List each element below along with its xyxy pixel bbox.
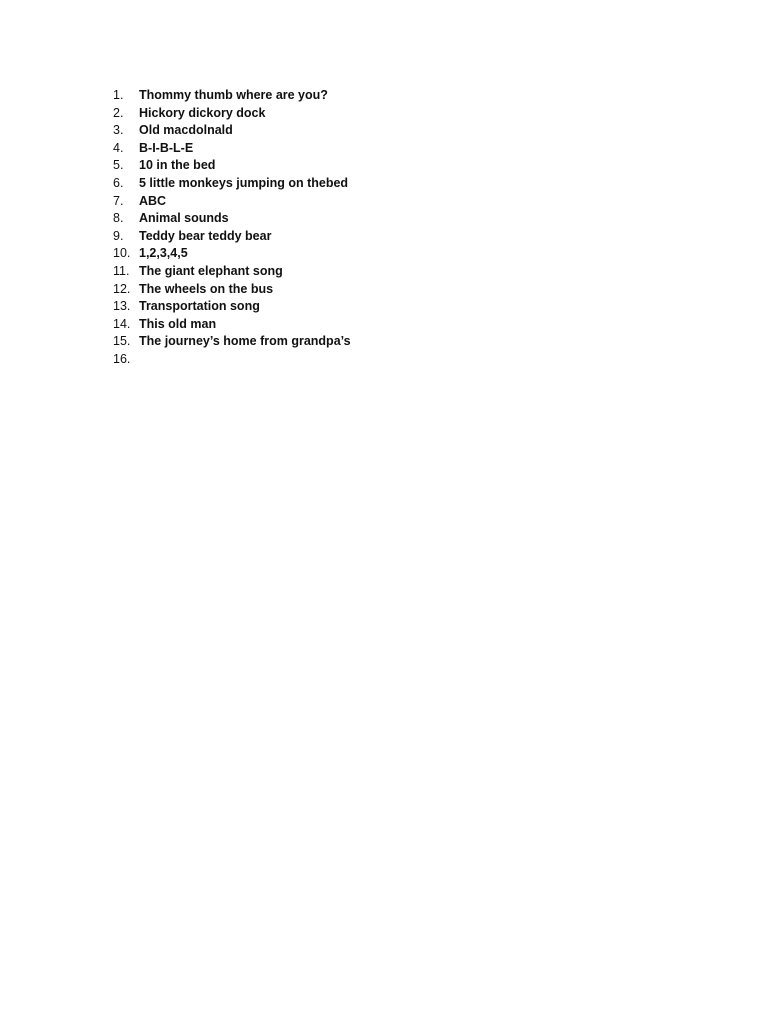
list-item-number: 16.	[113, 351, 131, 366]
list-item	[113, 140, 351, 158]
list-item	[113, 298, 351, 316]
list-item-text: 1,2,3,4,5	[139, 246, 188, 261]
list-item-number: 8.	[113, 211, 124, 226]
list-item	[113, 210, 351, 228]
list-item-number: 14.	[113, 316, 131, 331]
list-item-number: 15.	[113, 334, 131, 349]
list-item	[113, 263, 351, 281]
list-item-number: 3.	[113, 123, 124, 138]
list-item-number: 12.	[113, 281, 131, 296]
list-item-text: Hickory dickory dock	[139, 105, 266, 120]
list-item	[113, 175, 351, 193]
list-item-number: 6.	[113, 175, 124, 190]
list-item	[113, 193, 351, 211]
song-list	[113, 87, 351, 369]
list-item	[113, 351, 351, 369]
list-item-text: The giant elephant song	[139, 263, 283, 278]
list-item-number: 11.	[113, 263, 130, 278]
list-item	[113, 245, 351, 263]
list-item-text: Animal sounds	[139, 211, 229, 226]
list-item-number: 5.	[113, 158, 124, 173]
list-item-text: The wheels on the bus	[139, 281, 274, 296]
list-item-text: 5 little monkeys jumping on thebed	[139, 175, 349, 190]
list-item	[113, 281, 351, 299]
list-item-number: 13.	[113, 299, 131, 314]
list-item-number: 4.	[113, 140, 124, 155]
list-item-number: 2.	[113, 105, 124, 120]
list-item-number: 10.	[113, 246, 131, 261]
list-item-text: Teddy bear teddy bear	[139, 228, 272, 243]
list-item-number: 9.	[113, 228, 124, 243]
list-item	[113, 87, 351, 105]
list-item-number: 1.	[113, 88, 124, 102]
list-item-text: Thommy thumb where are you?	[139, 88, 328, 102]
list-item	[113, 122, 351, 140]
list-item-text: Transportation song	[139, 299, 260, 314]
list-item-text: Old macdolnald	[139, 123, 233, 138]
list-item	[113, 316, 351, 334]
list-item-number: 7.	[113, 193, 124, 208]
list-item	[113, 157, 351, 175]
list-item-text: This old man	[139, 316, 217, 331]
list-item	[113, 228, 351, 246]
list-item	[113, 105, 351, 123]
list-item-text: 10 in the bed	[139, 158, 216, 173]
list-item-text: The journey’s home from grandpa’s	[139, 334, 351, 349]
list-item-text: ABC	[139, 193, 167, 208]
list-item	[113, 333, 351, 351]
list-item-text: B-I-B-L-E	[139, 140, 194, 155]
